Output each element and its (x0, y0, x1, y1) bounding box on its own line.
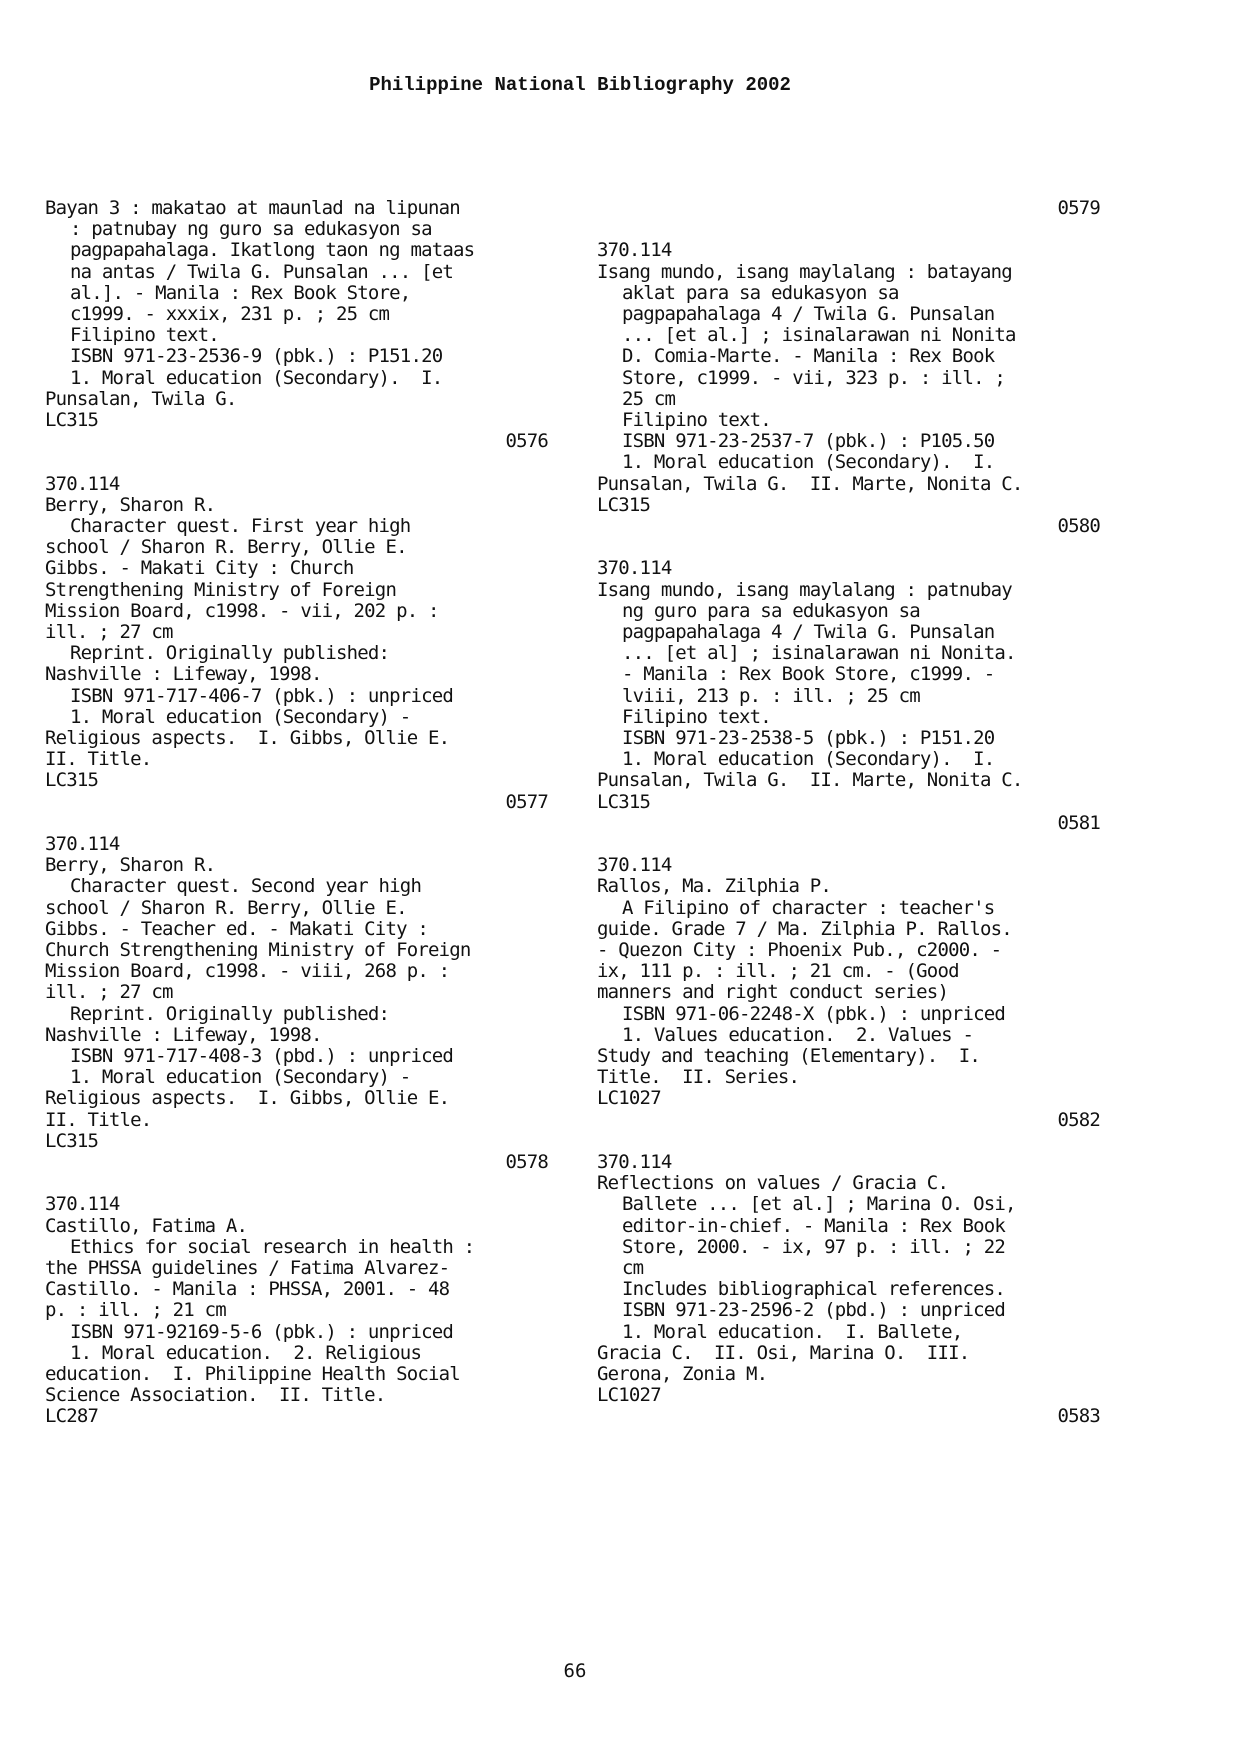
entry-line: education. I. Philippine Health Social (45, 1363, 460, 1385)
entry-line: Gibbs. - Teacher ed. - Makati City : (45, 917, 429, 940)
entry-line: Isang mundo, isang maylalang : patnubay (597, 578, 1012, 601)
entry-line: p. : ill. ; 21 cm (45, 1299, 226, 1322)
entry-line: Rallos, Ma. Zilphia P. (597, 875, 832, 898)
entry-line: Gerona, Zonia M. (597, 1363, 768, 1385)
entry-line: ISBN 971-92169-5-6 (pbk.) : unpriced (70, 1320, 454, 1343)
entry-line: LC1027 (597, 1087, 661, 1110)
entry-line: ISBN 971-717-406-7 (pbk.) : unpriced (70, 684, 454, 707)
entry-line: Gibbs. - Makati City : Church (45, 557, 354, 580)
entry-line: LC315 (597, 790, 651, 813)
entry-number: 0580 (1057, 515, 1100, 537)
entry-line: Religious aspects. I. Gibbs, Ollie E. (45, 727, 450, 749)
entry-line: Mission Board, c1998. - viii, 268 p. : (45, 960, 450, 983)
entry-line: Berry, Sharon R. (45, 493, 216, 516)
entry-line: Church Strengthening Ministry of Foreign (45, 939, 471, 961)
entry-line: Store, c1999. - vii, 323 p. : ill. ; (622, 366, 1006, 389)
entry-line: Ethics for social research in health : (70, 1235, 475, 1258)
entry-line: aklat para sa edukasyon sa (622, 281, 899, 304)
entry-line: ISBN 971-23-2596-2 (pbd.) : unpriced (622, 1299, 1006, 1322)
entry-line: school / Sharon R. Berry, Ollie E. (45, 896, 407, 919)
entry-line: al.]. - Manila : Rex Book Store, (70, 281, 411, 304)
page-number: 66 (563, 1660, 587, 1682)
entry-line: Nashville : Lifeway, 1998. (45, 663, 322, 686)
entry-line: ... [et al] ; isinalarawan ni Nonita. (622, 642, 1016, 665)
entry-line: 1. Values education. 2. Values - (622, 1023, 974, 1046)
entry-number: 0583 (1057, 1405, 1100, 1428)
entry-line: Strengthening Ministry of Foreign (45, 578, 397, 601)
entry-line: pagpapahalaga 4 / Twila G. Punsalan (622, 303, 995, 325)
entry-line: 1. Moral education. 2. Religious (70, 1341, 422, 1364)
entry-line: 370.114 (45, 472, 120, 495)
entry-line: ng guro para sa edukasyon sa (622, 599, 920, 622)
entry-line: LC287 (45, 1405, 99, 1428)
entry-line: lviii, 213 p. : ill. ; 25 cm (622, 684, 920, 707)
entry-line: 1. Moral education (Secondary) - (70, 1066, 411, 1089)
entry-number: 0582 (1057, 1108, 1100, 1131)
entry-line: Reflections on values / Gracia C. (597, 1172, 949, 1195)
entry-line: ISBN 971-23-2538-5 (pbk.) : P151.20 (622, 727, 995, 749)
entry-number: 0581 (1057, 811, 1100, 834)
entry-line: Isang mundo, isang maylalang : batayang (597, 260, 1012, 283)
entry-line: II. Title. (45, 1108, 152, 1131)
entry-line: ISBN 971-717-408-3 (pbd.) : unpriced (70, 1045, 454, 1067)
entry-line: Reprint. Originally published: (70, 1002, 390, 1025)
entry-line: Punsalan, Twila G. II. Marte, Nonita C. (597, 472, 1023, 495)
entry-line: Bayan 3 : makatao at maunlad na lipunan (45, 197, 460, 219)
entry-line: Title. II. Series. (597, 1066, 800, 1089)
entry-line: Mission Board, c1998. - vii, 202 p. : (45, 599, 439, 622)
entry-line: LC315 (45, 769, 99, 792)
entry-line: pagpapahalaga 4 / Twila G. Punsalan (622, 621, 995, 643)
entry-line: editor-in-chief. - Manila : Rex Book (622, 1214, 1006, 1237)
entry-line: Filipino text. (622, 705, 771, 728)
entry-line: manners and right conduct series) (597, 981, 949, 1004)
entry-line: A Filipino of character : teacher's (622, 896, 995, 919)
entry-line: Religious aspects. I. Gibbs, Ollie E. (45, 1087, 450, 1110)
entry-line: ix, 111 p. : ill. ; 21 cm. - (Good (597, 960, 959, 983)
entry-line: Castillo. - Manila : PHSSA, 2001. - 48 (45, 1278, 450, 1301)
entry-line: 370.114 (597, 557, 672, 580)
entry-line: D. Comia-Marte. - Manila : Rex Book (622, 345, 995, 368)
entry-line: 1. Moral education (Secondary). I. (622, 748, 995, 771)
entry-line: na antas / Twila G. Punsalan ... [et (70, 260, 454, 283)
entry-line: Study and teaching (Elementary). I. (597, 1045, 981, 1067)
entry-line: Includes bibliographical references. (622, 1278, 1006, 1301)
entry-line: Reprint. Originally published: (70, 642, 390, 665)
entry-line: LC315 (597, 493, 651, 516)
entry-line: Filipino text. (70, 324, 219, 347)
entry-line: ill. ; 27 cm (45, 981, 173, 1004)
entry-line: 370.114 (597, 1151, 672, 1173)
entry-line: Ballete ... [et al.] ; Marina O. Osi, (622, 1193, 1016, 1216)
entry-line: LC315 (45, 409, 99, 431)
entry-line: Character quest. Second year high (70, 875, 422, 898)
entry-line: - Quezon City : Phoenix Pub., c2000. - (597, 939, 1002, 961)
entry-line: II. Title. (45, 748, 152, 771)
entry-line: 370.114 (597, 239, 672, 262)
entry-line: Filipino text. (622, 409, 771, 431)
entry-line: 1. Moral education (Secondary). I. (70, 366, 443, 389)
entry-line: school / Sharon R. Berry, Ollie E. (45, 536, 407, 559)
entry-line: Nashville : Lifeway, 1998. (45, 1023, 322, 1046)
entry-line: 370.114 (45, 833, 120, 855)
entry-line: c1999. - xxxix, 231 p. ; 25 cm (70, 303, 390, 325)
entry-line: 1. Moral education. I. Ballete, (622, 1320, 963, 1343)
entry-line: 1. Moral education (Secondary). I. (622, 451, 995, 474)
entry-line: ISBN 971-23-2537-7 (pbk.) : P105.50 (622, 430, 995, 453)
entry-line: ISBN 971-23-2536-9 (pbk.) : P151.20 (70, 345, 443, 368)
entry-number: 0578 (505, 1151, 548, 1173)
entry-line: ill. ; 27 cm (45, 621, 173, 643)
entry-line: - Manila : Rex Book Store, c1999. - (622, 663, 995, 686)
entry-line: ... [et al.] ; isinalarawan ni Nonita (622, 324, 1016, 347)
entry-line: Berry, Sharon R. (45, 854, 216, 877)
entry-line: Castillo, Fatima A. (45, 1214, 248, 1237)
entry-line: 25 cm (622, 387, 676, 410)
entry-number: 0579 (1057, 197, 1100, 219)
entry-line: LC315 (45, 1129, 99, 1152)
entry-line: Gracia C. II. Osi, Marina O. III. (597, 1341, 970, 1364)
entry-number: 0577 (505, 790, 548, 813)
entry-line: cm (622, 1257, 644, 1279)
entry-line: Punsalan, Twila G. II. Marte, Nonita C. (597, 769, 1023, 792)
entry-line: 370.114 (597, 854, 672, 877)
entry-line: guide. Grade 7 / Ma. Zilphia P. Rallos. (597, 917, 1012, 940)
entry-line: LC1027 (597, 1384, 661, 1407)
entry-number: 0576 (505, 430, 548, 453)
entry-line: Store, 2000. - ix, 97 p. : ill. ; 22 (622, 1235, 1006, 1258)
entry-line: 370.114 (45, 1193, 120, 1216)
entry-line: Punsalan, Twila G. (45, 387, 237, 410)
entry-line: pagpapahalaga. Ikatlong taon ng mataas (70, 239, 475, 262)
page-title: Philippine National Bibliography 2002 (369, 74, 791, 96)
entry-line: the PHSSA guidelines / Fatima Alvarez- (45, 1257, 450, 1279)
entry-line: ISBN 971-06-2248-X (pbk.) : unpriced (622, 1002, 1006, 1025)
entry-line: Science Association. II. Title. (45, 1384, 386, 1407)
entry-line: Character quest. First year high (70, 515, 411, 537)
entry-line: : patnubay ng guro sa edukasyon sa (70, 218, 432, 241)
entry-line: 1. Moral education (Secondary) - (70, 705, 411, 728)
